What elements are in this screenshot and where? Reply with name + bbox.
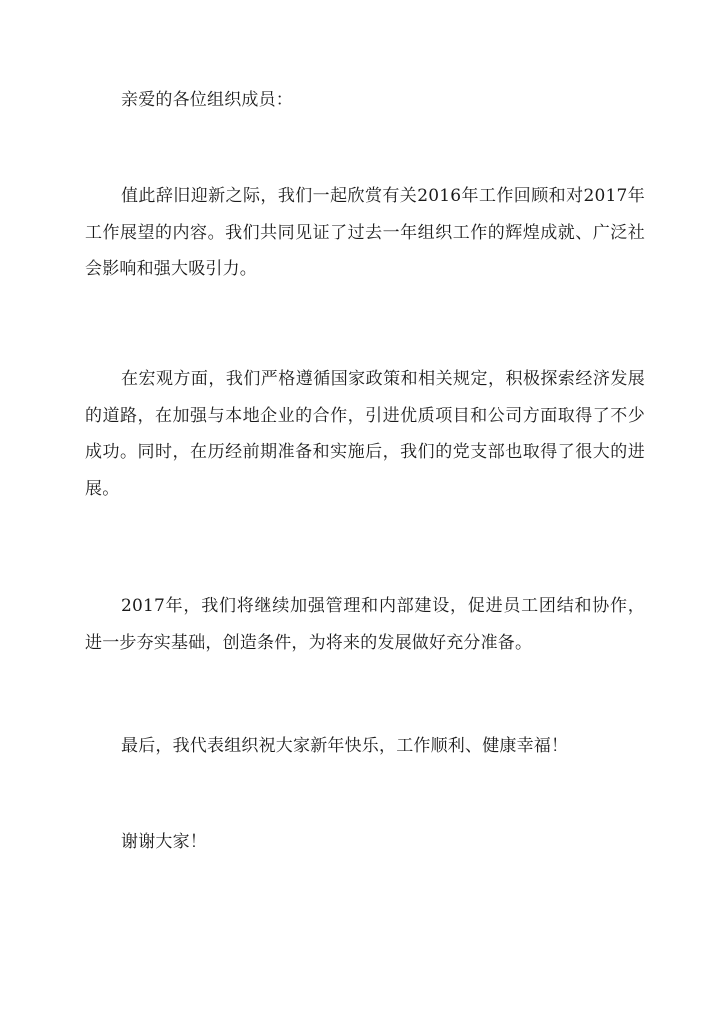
paragraph-wishes: 最后，我代表组织祝大家新年快乐，工作顺利、健康幸福！ [121, 736, 569, 756]
paragraph-review: 值此辞旧迎新之际，我们一起欣赏有关2016年工作回顾和对2017年工作展望的内容。我们共同见证了过去一年组织工作的辉煌成就、广泛社会影响和强大吸引力。 [85, 186, 645, 279]
closing: 谢谢大家！ [121, 832, 207, 852]
greeting: 亲爱的各位组织成员： [121, 90, 293, 110]
paragraph-macro: 在宏观方面，我们严格遵循国家政策和相关规定，积极探索经济发展的道路，在加强与本地企业的合作，引进优质项目和公司方面取得了不少成功。同时，在历经前期准备和实施后，我们的党支部也取得了很大的进展。 [85, 369, 645, 499]
paragraph-plan-2017: 2017年，我们将继续加强管理和内部建设，促进员工团结和协作，进一步夯实基础，创造条件，为将来的发展做好充分准备。 [85, 596, 645, 653]
